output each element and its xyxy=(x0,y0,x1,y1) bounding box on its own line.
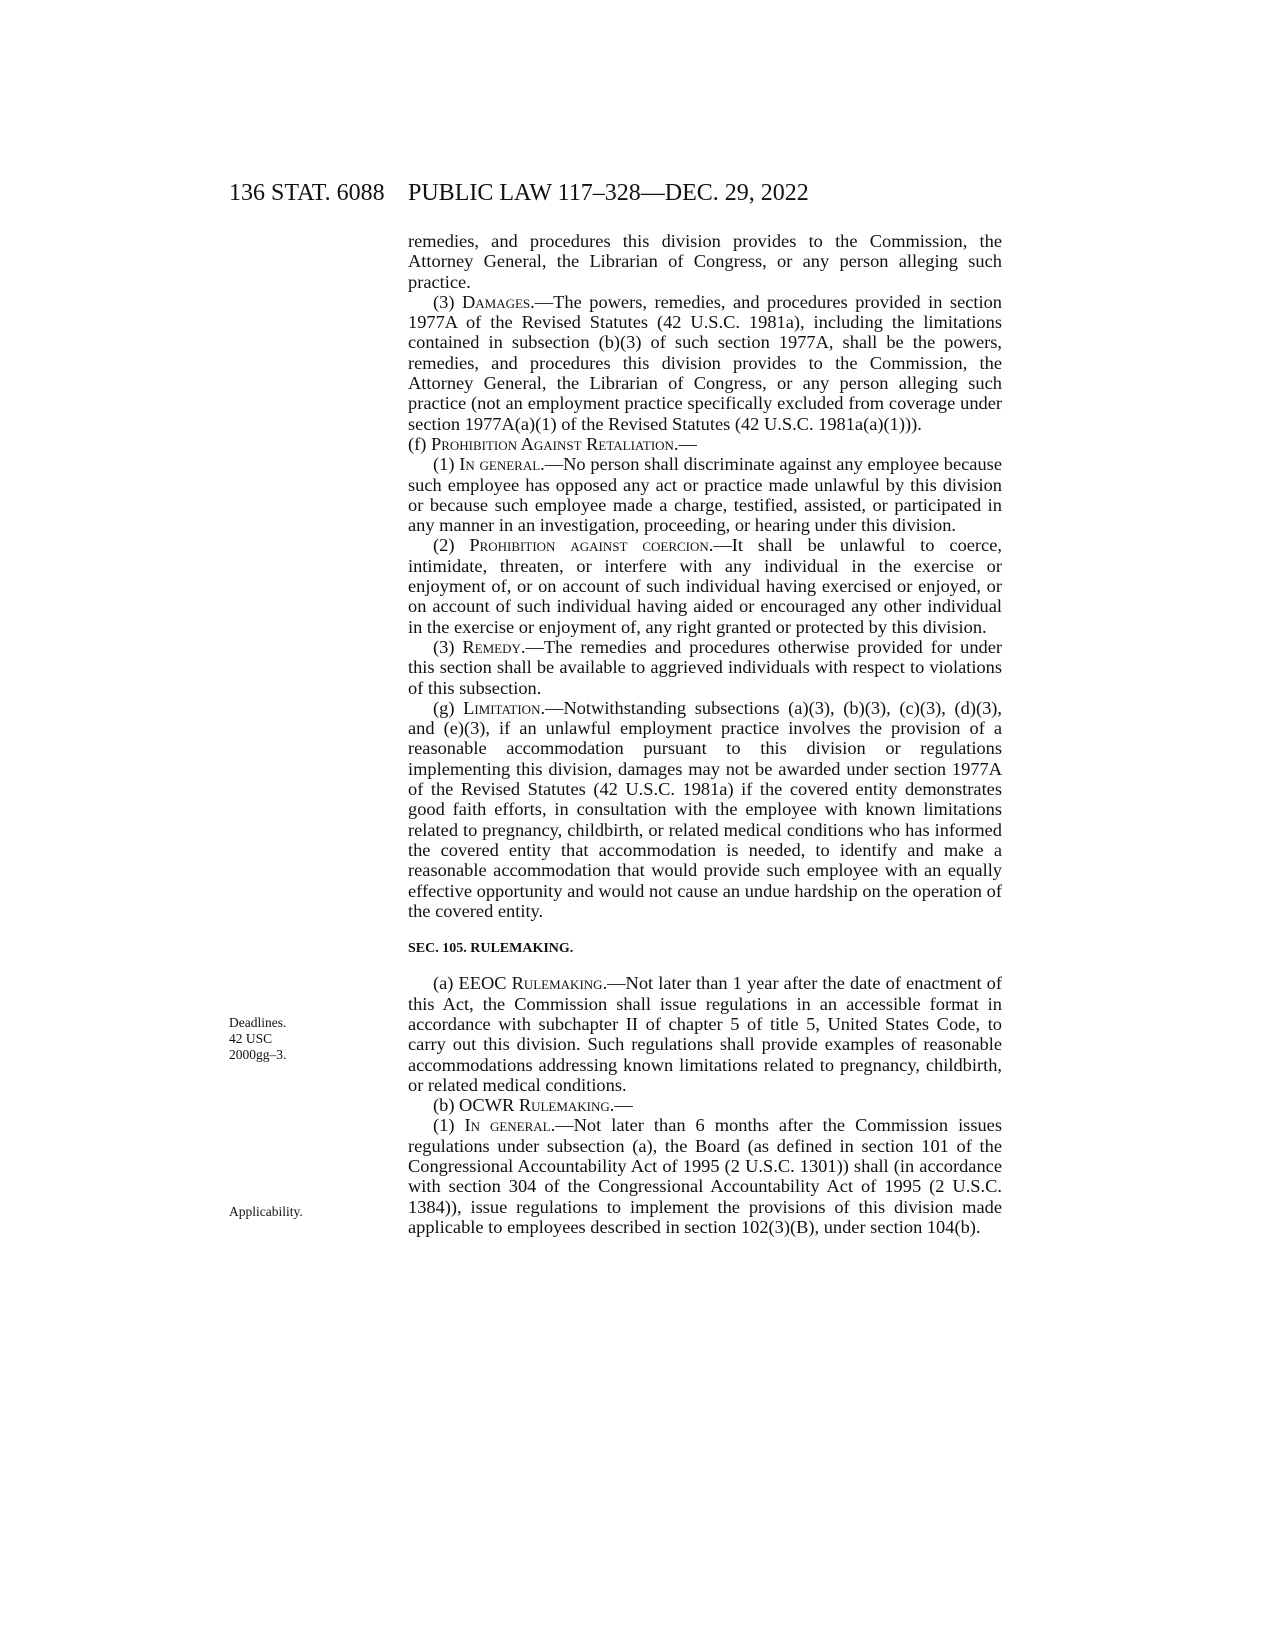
paragraph-g-limitation: (g) Limitation.—Notwithstanding subsections (a)(3), (b)(3), (c)(3), (d)(3), and (e)(3), if an unlawful employment practice involves the provision of a reasonable accommodation pursuant to this division or regulations implementing this division, damages may not be awarded under section 1977A of the Revised Statutes (42 U.S.C. 1981a) if the covered entity demonstrates good faith efforts, in consultation with the employee with known limitations related to pregnancy, childbirth, or related medical conditions who has informed the covered entity that accommodation is needed, to identify and make a reasonable accommodation that would provide such employee with an equally effective opportunity and would not cause an undue hardship on the operation of the covered entity. xyxy=(408,697,1003,921)
statute-page-number: 136 STAT. 6088 xyxy=(229,180,385,206)
paragraph-b-ocwr-rulemaking: (b) OCWR Rulemaking.— xyxy=(433,1095,633,1116)
page-header xyxy=(0,180,1275,220)
paragraph-f3: (3) Remedy.—The remedies and procedures otherwise provided for under this section shall be available to aggrieved individuals with respect to violations of this subsection. xyxy=(408,636,1002,698)
paragraph-e3-damages: (3) Damages.—The powers, remedies, and procedures provided in section 1977A of the Revised Statutes (42 U.S.C. 1981a), including the limitations contained in subsection (b)(3) of such section 1977A, shall be the powers, remedies, and procedures this division provides to the Commission, the Attorney General, the Librarian of Congress, or any person alleging such practice (not an employment practice specifically excluded from coverage under section 1977A(a)(1) of the Revised Statutes (42 U.S.C. 1981a(a)(1))). xyxy=(408,291,1003,434)
margin-note-applicability: Applicability. xyxy=(229,1204,303,1219)
paragraph-f2: (2) Prohibition against coercion.—It shall be unlawful to coerce, intimidate, threaten, or interfere with any individual in the exercise or enjoyment of, or on account of such individual having exercised or enjoyed, or on account of such individual having aided or encouraged any other individual in the exercise or enjoyment of, any right granted or protected by this division. xyxy=(408,535,1002,637)
margin-note-usc: 42 USC xyxy=(229,1031,273,1046)
paragraph-b1: (1) In general.—Not later than 6 months after the Commission issues regulations under subsection (a), the Board (as defined in section 101 of the Congressional Accountability Act of 1995 (2 U.S.C. 1301)) shall (in accordance with section 304 of the Congressional Accountability Act of 1995 (2 U.S.C. 1384)), issue regulations to implement the provisions of this division made applicable to employees described in section 102(3)(B), under section 104(b). xyxy=(408,1115,1003,1237)
document-body xyxy=(408,231,1002,1237)
paragraph-f-heading: (f) Prohibition Against Retaliation.— xyxy=(408,433,697,454)
paragraph-f1: (1) In general.—No person shall discriminate against any employee because such employee has opposed any act or practice made unlawful by this division or because such employee made a charge, testified, assisted, or participated in any manner in an investigation, proceeding, or hearing under this division. xyxy=(408,454,1002,536)
margin-note-deadlines xyxy=(229,1015,349,1063)
margin-note-usc-section: 2000gg–3. xyxy=(229,1047,287,1062)
paragraph-continuation: remedies, and procedures this division provides to the Commission, the Attorney General, the Librarian of Congress, or any person alleging such practice. xyxy=(408,231,1002,292)
section-heading: SEC. 105. RULEMAKING. xyxy=(408,941,574,957)
margin-note-deadlines-label: Deadlines. xyxy=(229,1015,287,1030)
paragraph-a-eeoc-rulemaking: (a) EEOC Rulemaking.—Not later than 1 year after the date of enactment of this Act, the Commission shall issue regulations in an accessible format in accordance with subchapter II of chapter 5 of title 5, United States Code, to carry out this division. Such regulations shall provide examples of reasonable accommodations addressing known limitations related to pregnancy, childbirth, or related medical conditions. xyxy=(408,973,1002,1095)
running-title: PUBLIC LAW 117–328—DEC. 29, 2022 xyxy=(408,180,809,206)
